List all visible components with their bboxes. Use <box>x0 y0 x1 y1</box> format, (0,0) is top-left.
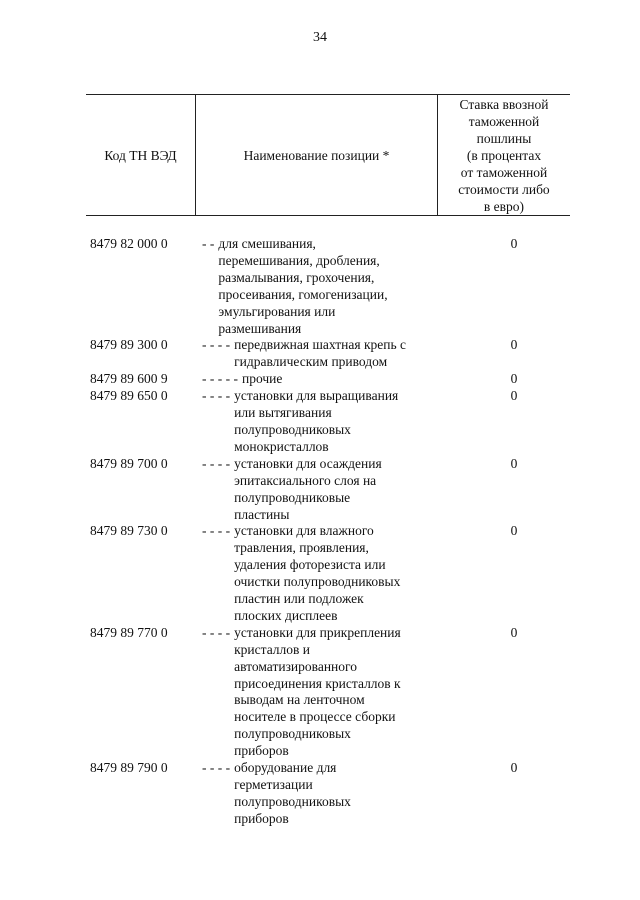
row-code: 8479 89 730 0 <box>90 523 168 539</box>
row-name: установки для выращивания или вытягивания полупроводниковых монокристаллов <box>234 388 399 454</box>
table-row <box>86 236 570 337</box>
row-code: 8479 89 770 0 <box>90 624 168 640</box>
table-row <box>86 371 570 388</box>
table-row <box>86 337 570 371</box>
row-rate: 0 <box>510 388 518 404</box>
row-level-dashes: - - - - <box>202 337 231 353</box>
row-level-dashes: - - - - <box>202 760 231 776</box>
row-name: для смешивания, перемешивания, дробления, размалывания, грохочения, просеивания, гомогенизации, эмульгирования или размешивания <box>218 236 388 336</box>
table-row <box>86 760 570 828</box>
row-name-cell <box>196 456 438 524</box>
row-name-cell <box>196 625 438 760</box>
row-name: установки для осаждения эпитаксиального слоя на полупроводниковые пластины <box>234 455 382 522</box>
row-code: 8479 89 790 0 <box>90 760 168 776</box>
row-name-cell <box>196 760 438 828</box>
table-row <box>86 456 570 524</box>
table-body <box>86 236 570 828</box>
row-level-dashes: - - - - <box>202 624 231 640</box>
row-rate: 0 <box>510 371 518 387</box>
row-code: 8479 89 300 0 <box>90 337 168 353</box>
row-name-cell <box>196 388 438 456</box>
row-name-cell <box>196 337 438 371</box>
row-name: передвижная шахтная крепь с гидравлическим приводом <box>234 337 407 370</box>
row-level-dashes: - - - - - <box>202 371 238 387</box>
row-name-cell <box>196 371 438 388</box>
table-header <box>86 94 570 216</box>
row-name: установки для влажного травления, проявления, удаления фоторезиста или очистки полупроводниковых пластин или подложек плоских дисплеев <box>234 523 401 623</box>
table-row <box>86 523 570 624</box>
header-rate: Ставка ввозной таможенной пошлины (в процентах от таможенной стоимости либо в евро) <box>458 96 550 214</box>
row-rate: 0 <box>510 337 518 353</box>
row-name: оборудование для герметизации полупроводниковых приборов <box>234 760 351 826</box>
table-row <box>86 625 570 760</box>
row-level-dashes: - - - - <box>202 523 231 539</box>
row-rate: 0 <box>510 624 518 640</box>
row-code: 8479 89 650 0 <box>90 388 168 404</box>
row-code: 8479 82 000 0 <box>90 236 168 251</box>
row-rate: 0 <box>510 236 518 251</box>
row-rate: 0 <box>510 455 518 471</box>
row-level-dashes: - - - - <box>202 388 231 404</box>
row-code: 8479 89 700 0 <box>90 455 168 471</box>
page-number: 34 <box>313 30 327 45</box>
row-rate: 0 <box>510 523 518 539</box>
row-level-dashes: - - <box>202 236 215 251</box>
row-name: прочие <box>241 371 283 387</box>
row-name: установки для прикрепления кристаллов и автоматизированного присоединения кристаллов к выводам на ленточном носителе в процессе сборки полупроводниковых приборов <box>234 624 401 759</box>
row-name-cell <box>196 236 438 337</box>
table-row <box>86 388 570 456</box>
row-name-cell <box>196 523 438 624</box>
header-name: Наименование позиции * <box>196 95 438 215</box>
tariff-table <box>86 94 570 828</box>
row-level-dashes: - - - - <box>202 455 231 471</box>
row-code: 8479 89 600 9 <box>90 371 168 387</box>
row-rate: 0 <box>510 760 518 776</box>
header-code: Код ТН ВЭД <box>86 95 196 215</box>
